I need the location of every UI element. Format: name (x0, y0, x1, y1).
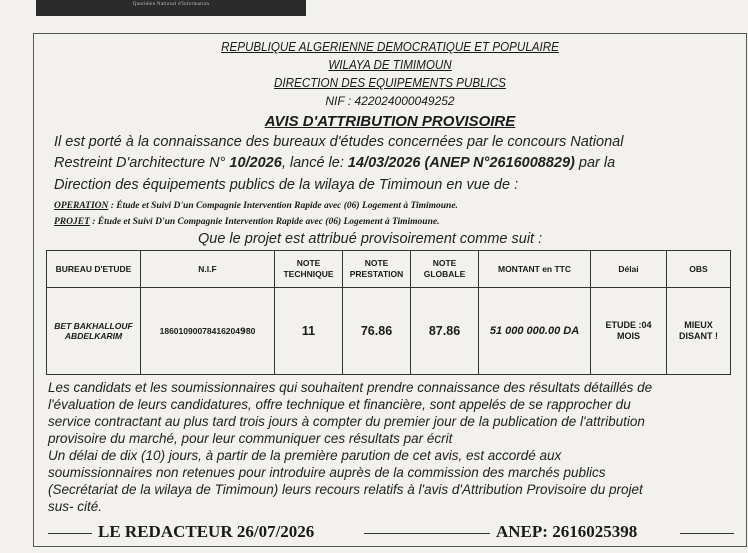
notice-footer (34, 522, 746, 544)
projet-text: : Étude et Suivi D'un Compagnie Intervention Rapide avec (06) Logement à Timimoune. (89, 217, 440, 227)
operation-text: : Étude et Suivi D'un Compagnie Intervention Rapide avec (06) Logement à Timimoune. (108, 201, 458, 211)
anep-reference: (ANEP N°2616008829) (420, 155, 575, 171)
attribution-line: Que le projet est attribué provisoirement comme suit : (198, 231, 543, 247)
operation-label: OPERATION (54, 201, 109, 211)
header-obs: OBS (667, 251, 731, 288)
concours-number: 10/2026 (229, 155, 282, 171)
header-delai: Délai (591, 251, 667, 288)
intro-line-2-b: , lancé le: (281, 155, 348, 171)
footer-redacteur: LE REDACTEUR 26/07/2026 (98, 522, 315, 541)
paragraph-1-line-2: l'évaluation de leurs candidatures, offre technique et financière, sont appelés de se rapprocher du (48, 397, 631, 412)
paragraph-1-line-1: Les candidats et les soumissionnaires qui souhaitent prendre connaissance des résultats détaillés de (48, 380, 653, 395)
notice-frame (33, 33, 747, 547)
header-bureau: BUREAU D'ETUDE (47, 251, 141, 288)
header-note-prestation: NOTE PRESTATION (343, 251, 411, 288)
cell-nif: 186010900784162049ٓ80 (141, 288, 275, 375)
footer-divider-middle (364, 533, 490, 534)
header-direction: DIRECTION DES EQUIPEMENTS PUBLICS (274, 76, 506, 90)
cell-montant: 51 000 000.00 DA (479, 288, 591, 375)
header-nif: N.I.F (141, 251, 275, 288)
masthead-subtitle: Quotidien National d'Information (132, 2, 210, 7)
cell-obs: MIEUX DISANT ! (667, 288, 731, 375)
intro-line-3: Direction des équipements publics de la wilaya de Timimoun en vue de : (54, 177, 519, 193)
header-nif: NIF : 422024000049252 (325, 94, 455, 108)
header-montant: MONTANT en TTC (479, 251, 591, 288)
attribution-table (46, 250, 731, 375)
paragraph-2-line-1: Un délai de dix (10) jours, à partir de la première parution de cet avis, est accordé aux (48, 448, 562, 463)
paragraph-2-line-3: (Secrétariat de la wilaya de Timimoun) leurs recours relatifs à l'avis d'Attribution Provisoire du projet (48, 482, 643, 497)
intro-line-2-d: par la (574, 155, 616, 171)
cell-note-prestation: 76.86 (343, 288, 411, 375)
launch-date: 14/03/2026 (347, 155, 421, 171)
header-wilaya: WILAYA DE TIMIMOUN (328, 58, 452, 72)
header-note-technique: NOTE TECHNIQUE (275, 251, 343, 288)
operation-line (54, 201, 458, 211)
cell-note-globale: 87.86 (411, 288, 479, 375)
footer-divider-left (48, 533, 92, 534)
paragraph-2-line-2: soumissionnaires non retenues pour introduire auprès de la commission des marchés publics (48, 465, 606, 480)
intro-line-1: Il est porté à la connaissance des bureaux d'études concernées par le concours National (54, 134, 624, 150)
paragraph-2-line-4: sus- cité. (48, 499, 103, 514)
table-header-row (47, 251, 731, 288)
footer-divider-right (680, 533, 734, 534)
cell-note-technique: 11 (275, 288, 343, 375)
notice-title: AVIS D'ATTRIBUTION PROVISOIRE (264, 113, 516, 130)
header-note-globale: NOTE GLOBALE (411, 251, 479, 288)
intro-line-2-a: Restreint D'architecture N° (54, 155, 226, 171)
header-republic: REPUBLIQUE ALGERIENNE DEMOCRATIQUE ET POPULAIRE (221, 40, 559, 54)
cell-bureau: BET BAKHALLOUF ABDELKARIM (47, 288, 141, 375)
projet-line (54, 217, 439, 227)
paragraph-1-line-3: service contractant au plus tard trois jours à compter du premier jour de la publication de l'attribution (48, 414, 645, 429)
footer-anep: ANEP: 2616025398 (496, 522, 638, 541)
newspaper-masthead (36, 0, 306, 16)
intro-line-2 (54, 155, 615, 171)
cell-delai: ETUDE :04 MOIS (591, 288, 667, 375)
projet-label: PROJET (54, 217, 90, 227)
table-row (47, 288, 731, 375)
paragraph-1-line-4: provisoire du marché, pour leur communiquer ces résultats par écrit (48, 431, 453, 446)
